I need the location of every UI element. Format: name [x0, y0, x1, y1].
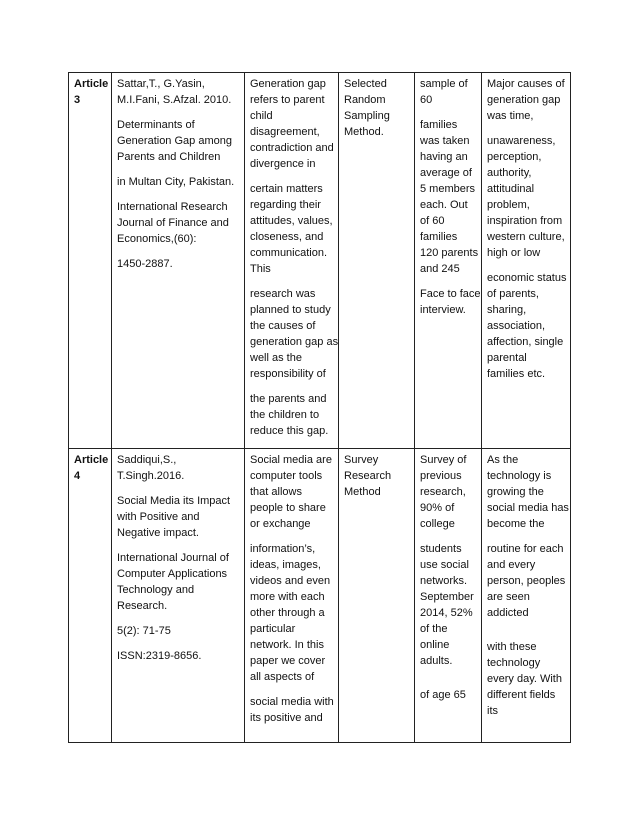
cell-text-line: particular [250, 623, 296, 635]
cell-text-line: attitudinal [487, 183, 535, 195]
cell-text-line: Computer Applications [117, 568, 228, 580]
cell-text-line: Technology and [117, 584, 195, 596]
cell-text-line: closeness, and [250, 231, 324, 243]
cell-text-line: adults. [420, 655, 453, 667]
cell-text-line: and every [487, 559, 536, 571]
article-label-line: 4 [74, 470, 81, 482]
paragraph-spacer [250, 685, 334, 694]
cell-text-line: sample of [420, 78, 468, 90]
paragraph-spacer [117, 165, 240, 174]
cell-text-line: attitudes, values, [250, 215, 333, 227]
cell-text-line: paper we cover [250, 655, 326, 667]
paragraph-spacer [117, 614, 240, 623]
cell-text-line: more with each [250, 591, 325, 603]
cell-text-line: videos and even [250, 575, 331, 587]
cell-text-line: interview. [420, 304, 466, 316]
paragraph-spacer [487, 124, 566, 133]
cell-text-line: parental [487, 352, 527, 364]
paragraph-spacer [117, 484, 240, 493]
cell-text-line: technology is [487, 470, 552, 482]
cell-text-line: Generation gap [250, 78, 326, 90]
paragraph-spacer [117, 190, 240, 199]
cell-text-line: International Journal of [117, 552, 229, 564]
cell-text-line: Sampling [344, 110, 390, 122]
paragraph-spacer [420, 108, 477, 117]
cell-text-line: problem, [487, 199, 530, 211]
cell-text-line: economic status [487, 272, 567, 284]
article-label-line: Article [74, 78, 109, 90]
cell-text-line: every day. With [487, 673, 562, 685]
cell-text-line: Face to face [420, 288, 481, 300]
cell-text-line: social media with [250, 696, 334, 708]
literature-review-table [68, 72, 571, 743]
cell-text-line: 5(2): 71-75 [117, 625, 171, 637]
cell-text-line: affection, single [487, 336, 564, 348]
paragraph-spacer [420, 532, 477, 541]
cell-text-line: certain matters [250, 183, 323, 195]
cell-text-line: was taken [420, 135, 470, 147]
cell-text-line: International Research [117, 201, 228, 213]
cell-text-line: M.I.Fani, S.Afzal. 2010. [117, 94, 232, 106]
cell-text-line: Survey [344, 454, 379, 466]
cell-text-line: T.Singh.2016. [117, 470, 185, 482]
cell-text-line: other through a [250, 607, 325, 619]
paragraph-spacer [420, 669, 477, 687]
cell-text-line: of 60 [420, 215, 445, 227]
cell-text-line: communication. [250, 247, 328, 259]
table-row [69, 73, 571, 449]
paragraph-spacer [117, 247, 240, 256]
cell-text-line: college [420, 518, 455, 530]
findings-cell [482, 73, 571, 449]
paragraph-spacer [250, 382, 334, 391]
cell-text-line: Economics,(60): [117, 233, 197, 245]
paragraph-spacer [487, 532, 566, 541]
cell-text-line: networks. [420, 575, 468, 587]
method-cell [339, 73, 415, 449]
cell-text-line: Method. [344, 126, 384, 138]
cell-text-line: regarding their [250, 199, 321, 211]
cell-text-line: the children to [250, 409, 320, 421]
cell-text-line: families etc. [487, 368, 546, 380]
cell-text-line: all aspects of [250, 671, 315, 683]
method-cell [339, 449, 415, 743]
cell-text-line: Negative impact. [117, 527, 199, 539]
cell-text-line: contradiction and [250, 142, 334, 154]
paragraph-spacer [487, 261, 566, 270]
cell-text-line: research, [420, 486, 466, 498]
cell-text-line: Social Media its Impact [117, 495, 231, 507]
cell-text-line: computer tools [250, 470, 323, 482]
cell-text-line: network. In this [250, 639, 324, 651]
cell-text-line: reduce this gap. [250, 425, 329, 437]
cell-text-line: in Multan City, Pakistan. [117, 176, 235, 188]
cell-text-line: Determinants of [117, 119, 195, 131]
cell-text-line: perception, [487, 151, 542, 163]
cell-text-line: each. Out [420, 199, 468, 211]
cell-text-line: of parents, [487, 288, 539, 300]
cell-text-line: 5 members [420, 183, 476, 195]
article-cell [69, 73, 112, 449]
article-label-line: Article [74, 454, 109, 466]
paragraph-spacer [250, 277, 334, 286]
cell-text-line: become the [487, 518, 545, 530]
cell-text-line: authority, [487, 167, 532, 179]
cell-text-line: the causes of [250, 320, 316, 332]
cell-text-line: 60 [420, 94, 433, 106]
cell-text-line: 1450-2887. [117, 258, 173, 270]
objective-cell [245, 73, 339, 449]
cell-text-line: divergence in [250, 158, 316, 170]
cell-text-line: are seen [487, 591, 530, 603]
cell-text-line: use social [420, 559, 469, 571]
cell-text-line: its positive and [250, 712, 323, 724]
paragraph-spacer [117, 541, 240, 550]
article-cell [69, 449, 112, 743]
sample-cell [415, 73, 482, 449]
cell-text-line: average of [420, 167, 472, 179]
cell-text-line: addicted [487, 607, 529, 619]
cell-text-line: Journal of Finance and [117, 217, 229, 229]
cell-text-line: families [420, 231, 458, 243]
cell-text-line: inspiration from [487, 215, 563, 227]
paragraph-spacer [117, 108, 240, 117]
cell-text-line: well as the [250, 352, 302, 364]
cell-text-line: with Positive and [117, 511, 200, 523]
reference-cell [112, 449, 245, 743]
cell-text-line: child [250, 110, 273, 122]
article-label-line: 3 [74, 94, 81, 106]
cell-text-line: of the [420, 623, 448, 635]
cell-text-line: western culture, [487, 231, 565, 243]
cell-text-line: As the [487, 454, 519, 466]
paragraph-spacer [250, 172, 334, 181]
cell-text-line: Research [344, 470, 392, 482]
cell-text-line: or exchange [250, 518, 311, 530]
cell-text-line: Survey of [420, 454, 467, 466]
cell-text-line: ideas, images, [250, 559, 321, 571]
cell-text-line: high or low [487, 247, 541, 259]
cell-text-line: person, peoples [487, 575, 566, 587]
cell-text-line: having an [420, 151, 468, 163]
cell-text-line: Major causes of [487, 78, 565, 90]
cell-text-line: people to share [250, 502, 326, 514]
cell-text-line: generation gap [487, 94, 561, 106]
cell-text-line: unawareness, [487, 135, 556, 147]
cell-text-line: Generation Gap among [117, 135, 232, 147]
reference-cell [112, 73, 245, 449]
cell-text-line: was time, [487, 110, 534, 122]
cell-text-line: growing the [487, 486, 544, 498]
cell-text-line: social media has [487, 502, 569, 514]
cell-text-line: This [250, 263, 271, 275]
findings-cell [482, 449, 571, 743]
cell-text-line: students [420, 543, 462, 555]
objective-cell [245, 449, 339, 743]
cell-text-line: online [420, 639, 450, 651]
paragraph-spacer [420, 277, 477, 286]
cell-text-line: previous [420, 470, 462, 482]
cell-text-line: Selected [344, 78, 387, 90]
cell-text-line: and 245 [420, 263, 460, 275]
cell-text-line: Sattar,T., G.Yasin, [117, 78, 205, 90]
cell-text-line: of age 65 [420, 689, 466, 701]
cell-text-line: with these [487, 641, 537, 653]
sample-cell [415, 449, 482, 743]
cell-text-line: 90% of [420, 502, 455, 514]
paragraph-spacer [487, 621, 566, 639]
cell-text-line: information’s, [250, 543, 316, 555]
cell-text-line: that allows [250, 486, 302, 498]
cell-text-line: the parents and [250, 393, 327, 405]
cell-text-line: its [487, 705, 498, 717]
cell-text-line: technology [487, 657, 541, 669]
cell-text-line: 2014, 52% [420, 607, 473, 619]
cell-text-line: Method [344, 486, 381, 498]
cell-text-line: Parents and Children [117, 151, 221, 163]
table-row [69, 449, 571, 743]
cell-text-line: families [420, 119, 458, 131]
cell-text-line: 120 parents [420, 247, 479, 259]
paragraph-spacer [250, 532, 334, 541]
cell-text-line: Random [344, 94, 386, 106]
cell-text-line: planned to study [250, 304, 331, 316]
cell-text-line: Social media are [250, 454, 332, 466]
cell-text-line: sharing, [487, 304, 527, 316]
paragraph-spacer [117, 639, 240, 648]
cell-text-line: generation gap as [250, 336, 339, 348]
cell-text-line: routine for each [487, 543, 564, 555]
cell-text-line: different fields [487, 689, 556, 701]
cell-text-line: ISSN:2319-8656. [117, 650, 202, 662]
cell-text-line: disagreement, [250, 126, 320, 138]
cell-text-line: Saddiqui,S., [117, 454, 177, 466]
cell-text-line: responsibility of [250, 368, 326, 380]
cell-text-line: September [420, 591, 474, 603]
cell-text-line: Research. [117, 600, 168, 612]
cell-text-line: association, [487, 320, 546, 332]
cell-text-line: research was [250, 288, 316, 300]
cell-text-line: refers to parent [250, 94, 325, 106]
